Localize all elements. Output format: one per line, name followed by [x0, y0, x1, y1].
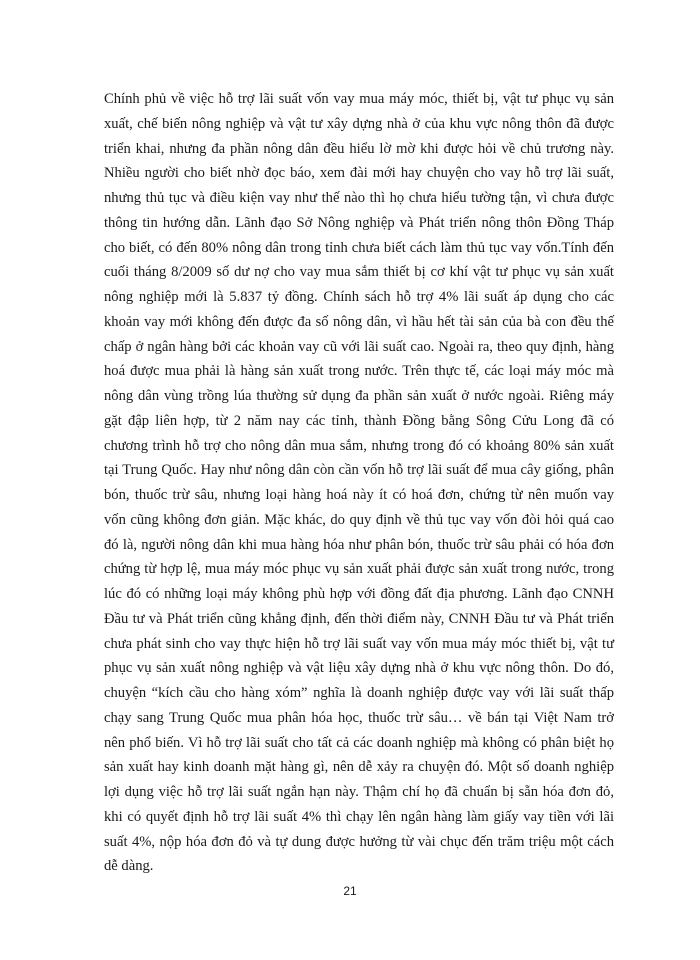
paragraph-line: chứng từ hợp lệ, mua máy móc phục vụ sản xuất phải được sản xuất trong nước, trong	[104, 561, 614, 578]
paragraph-line: nông nghiệp mới là 5.837 tỷ đồng. Chính sách hỗ trợ 4% lãi suất áp dụng cho các	[104, 289, 614, 305]
paragraph-line: khoản vay mới không đến được đa số nông dân, vì hầu hết tài sản của bà con đều thế	[104, 313, 614, 330]
paragraph-line: lợi dụng việc hỗ trợ lãi suất ngắn hạn này. Thậm chí họ đã chuẩn bị sẵn hóa đơn đỏ,	[104, 784, 614, 800]
paragraph-line: tại Trung Quốc. Hay như nông dân còn cần vốn hỗ trợ lãi suất để mua cây giống, phân	[104, 462, 614, 479]
paragraph-line: triển khai, nhưng đa phần nông dân đều hiểu lờ mờ khi được hỏi về chủ trương này.	[104, 140, 614, 157]
paragraph-line: cho biết, có đến 80% nông dân trong tỉnh chưa biết cách làm thủ tục vay vốn.Tính đến	[104, 239, 614, 256]
paragraph-line: sản xuất hay kinh doanh mặt hàng gì, nên dễ xảy ra chuyện đó. Một số doanh nghiệp	[104, 759, 614, 776]
paragraph-line: đó là, người nông dân khi mua hàng hóa như phân bón, thuốc trừ sâu phải có hóa đơn	[104, 536, 614, 553]
paragraph-line: vốn cũng không đơn giản. Mặc khác, do quy định về thủ tục vay vốn đòi hỏi quá cao	[104, 511, 614, 528]
paragraph-line: suất 4%, nộp hóa đơn đỏ và tự dung được hưởng từ vài chục đến trăm triệu một cách	[104, 833, 614, 850]
paragraph-line: nên phổ biến. Vì hỗ trợ lãi suất cho tất cả các doanh nghiệp mà không có phân biệt họ	[104, 734, 614, 751]
paragraph-line: nhưng thủ tục và điều kiện vay như thế nào thì họ chưa hiểu tường tận, vì chưa được	[104, 190, 614, 206]
paragraph-line: chưa phát sinh cho vay thực hiện hỗ trợ lãi suất vay vốn mua máy móc thiết bị, vật tư	[104, 635, 614, 652]
paragraph-line: Chính phủ về việc hỗ trợ lãi suất vốn vay mua máy móc, thiết bị, vật tư phục vụ sản	[104, 91, 614, 107]
paragraph-line: gặt đập liên hợp, từ 2 năm nay các tỉnh, thành Đồng bằng Sông Cửu Long đã có	[104, 412, 614, 429]
page-number: 21	[343, 884, 357, 898]
paragraph-line: chuyện “kích cầu cho hàng xóm” nghĩa là doanh nghiệp được vay với lãi suất thấp	[104, 685, 614, 701]
paragraph-line: chương trình hỗ trợ cho nông dân mua sắm, nhưng trong đó có khoảng 80% sản xuất	[104, 437, 614, 454]
paragraph-line: xuất, chế biến nông nghiệp và vật tư xây dựng nhà ở của khu vực nông thôn đã được	[104, 115, 614, 132]
paragraph-line: lúc đó có những loại máy không phù hợp với đồng đất địa phương. Lãnh đạo CNNH	[104, 586, 614, 602]
paragraph-line: phục vụ sản xuất nông nghiệp và vật liệu xây dựng nhà ở khu vực nông thôn. Do đó,	[104, 660, 614, 677]
paragraph-line: thông tin hướng dẫn. Lãnh đạo Sở Nông nghiệp và Phát triển nông thôn Đồng Tháp	[104, 214, 614, 231]
paragraph-line: Đầu tư và Phát triển cũng khẳng định, đến thời điểm này, CNNH Đầu tư và Phát triển	[104, 610, 614, 627]
paragraph-line: chạy sang Trung Quốc mua phân hóa học, thuốc trừ sâu… về bán tại Việt Nam trở	[104, 709, 614, 726]
paragraph-line: hoá được mua phải là hàng sản xuất trong nước. Trên thực tế, các loại máy móc mà	[104, 363, 614, 380]
paragraph-line: nông dân vùng trồng lúa thường sử dụng đa phần sản xuất ở nước ngoài. Riêng máy	[104, 388, 614, 404]
paragraph-line: bón, thuốc trừ sâu, nhưng loại hàng hoá này ít có hoá đơn, chứng từ nên muốn vay	[104, 487, 614, 503]
paragraph-line: cuối tháng 8/2009 số dư nợ cho vay mua sắm thiết bị cơ khí vật tư phục vụ sản xuất	[104, 264, 614, 281]
body-paragraph	[104, 87, 614, 879]
paragraph-line: khi có quyết định hỗ trợ lãi suất 4% thì chạy lên ngân hàng làm giấy vay tiền với lãi	[104, 808, 614, 825]
paragraph-line: chấp ở ngân hàng bởi các khoản vay cũ với lãi suất cao. Ngoài ra, theo quy định, hàng	[104, 338, 614, 355]
paragraph-line: dễ dàng.	[104, 858, 154, 875]
paragraph-line: Nhiều người cho biết nhờ đọc báo, xem đài mới hay chuyện cho vay hỗ trợ lãi suất,	[104, 165, 614, 182]
